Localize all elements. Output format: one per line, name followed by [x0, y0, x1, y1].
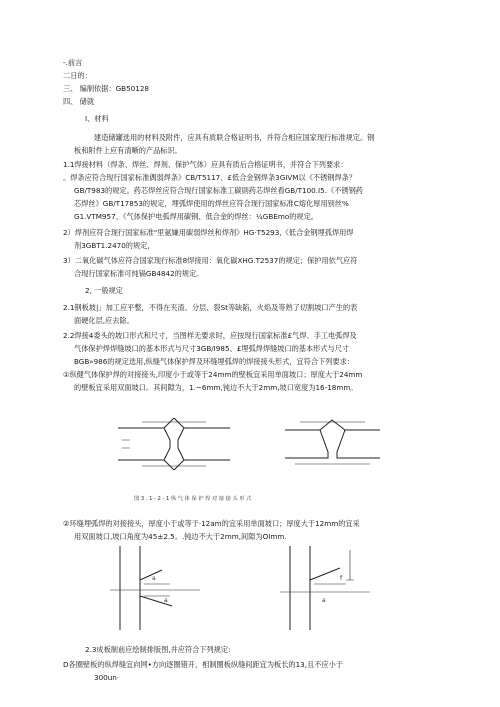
doc-line: 板和附件上应有清晰的产品标识。	[74, 146, 182, 155]
doc-line: 气体保护焊焊缝坡口的基本形式与尺寸3GB/I985、£埋弧焊焊缝坡口的基本形式与尺寸	[74, 344, 350, 353]
doc-line: 300un·	[94, 673, 120, 682]
fig1-caption: 图 3 . 1 - 2 - 1 纵 气 体 保 护 焊 对 接 接 头 形 式	[134, 496, 252, 502]
doc-line: BGB»986的规定选用,纵缝气体保护焊及环缝埋弧焊的焊接接头形式，宜符合下列要求：	[74, 357, 354, 366]
doc-line: 1.1焊接材料（焊条、焊丝、焊剂、保护气体）应具有质后合格证明书，并符合下列要求：	[63, 160, 348, 169]
doc-line: G1.VTM957、《气体保护电弧焊用碳钢、低合金的焊丝：¼GBEmo的规定。	[74, 212, 318, 221]
doc-line: 剂3GBT1.2470的规定，	[74, 241, 155, 250]
doc-line: 。焊条应符合现行国家标准偶弱焊条》CB/T5117、£低合金钢焊条3GIVM以《不锈钢焊条？	[63, 173, 357, 182]
doc-line: 的壁板宜采用双面坡口。其间隙为，1.~6mm,钝边不大于2mm,坡口宽度为16-18mm。	[74, 383, 358, 392]
doc-line: 3）二氧化碳气体应符合国家现行标准8焊接用：氧化碳XHG.T2537的规定；保护用依气应符	[63, 256, 358, 265]
doc-line: 芯焊丝》GB/T17853的规定，埋弧焊使用的焊丝应符合现行国家标准C熔化厚用别丝%	[74, 199, 349, 208]
figure-1-vertical-butt-joint	[70, 400, 430, 510]
doc-line: ①纵健气体保护焊的对接接头,印度小于或等于24mm的壁板宜采用单面坡口；厚度大于24mm	[63, 370, 363, 379]
doc-line: 面硬化层,应去除。	[74, 316, 134, 325]
fig1-left-drawing	[118, 418, 230, 470]
doc-line: 建造储罐选用的材料及附件，应具有质联合格证明书，并符合相应国家现行标准规定。钢	[94, 133, 375, 142]
doc-line: ②环缝埋弧焊的对接接头，厚度小于或等于·12am的宜采用单面坡口；厚度大于12mm的宜采	[63, 519, 360, 528]
fig2-left-angle-label: a	[164, 597, 168, 604]
doc-line: 合现行国家标准可纯镉GB4842的规定。	[74, 269, 204, 278]
doc-line: 2）焊剂应符合现行国家标准"里氨嫌用碳弱焊丝和焊剂》HG·T5293,《低合金钢埋孤焊用焊	[63, 228, 354, 237]
fig2-left-drawing	[110, 546, 200, 630]
fig1-right-drawing	[285, 420, 380, 464]
doc-line: -.前言	[63, 58, 83, 67]
doc-line: 2, 一般规定	[85, 286, 123, 295]
doc-line: 二日的：	[63, 71, 92, 80]
doc-line: D各圈壁板的纵焊缝宜向网•方向逐圈错开，相制圈板纵缝间距宜为板长的13,且不应小于	[63, 660, 343, 669]
doc-line: 四、 储就	[63, 97, 95, 106]
doc-line: 2.2焊接4委头的坡口形式和尺寸，当图样无要求时，应按现行国家标准£气焊、手工电弧焊及	[63, 331, 357, 340]
doc-line: 用双面坡口,坡口角度为45±2.5。.钝边不大于2mm,间隙为OImm.	[74, 532, 287, 541]
doc-line: 2.1钢板坡|」加工应平整，不得在夹渣、分层、裂St等缺陷，火焰及等熟了切割坡口产生的表	[63, 303, 358, 312]
fig2-left-dim-label: a	[152, 575, 156, 582]
fig2-right-drawing	[280, 546, 370, 630]
doc-line: I、材料	[85, 114, 109, 123]
fig2-right-dim-label: f	[340, 575, 343, 582]
doc-line: 三、 编制依据：GB50128	[63, 84, 149, 93]
fig2-right-angle-label: a	[322, 597, 326, 604]
figure-2-circumferential-butt-joint	[100, 540, 400, 635]
doc-line: GB/T983的规定。药芯焊丝应符合现行国家标准工碳則药芯焊丝看GB/T100.I5.《不锈钢药	[74, 186, 363, 195]
doc-line: 2.3成板制前应绘制排版图,并应符合下列规定:	[85, 645, 231, 654]
